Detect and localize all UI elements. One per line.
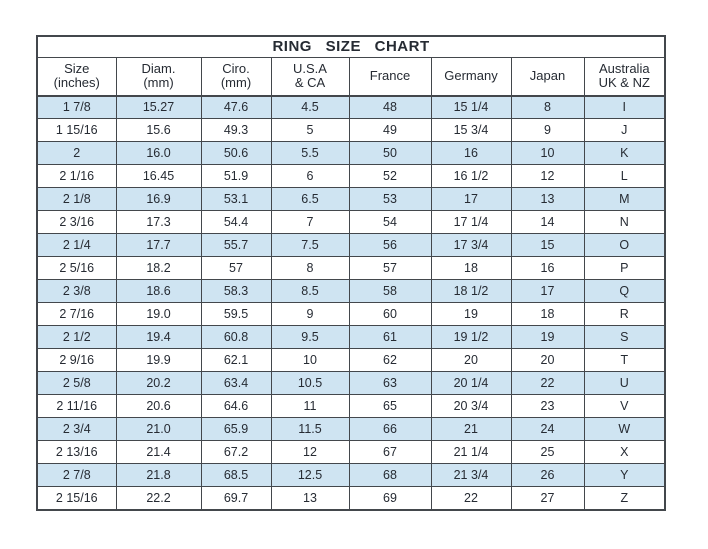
- table-row: [37, 487, 665, 510]
- table-cell: Z: [584, 487, 665, 510]
- table-cell: 21 3/4: [431, 464, 511, 487]
- table-cell: 4.5: [271, 96, 349, 119]
- table-row: [37, 165, 665, 188]
- table-cell: 21.4: [116, 441, 201, 464]
- table-cell: P: [584, 257, 665, 280]
- table-cell: 8: [511, 96, 584, 119]
- table-cell: 14: [511, 211, 584, 234]
- table-cell: 26: [511, 464, 584, 487]
- table-cell: 57: [349, 257, 431, 280]
- table-cell: 6.5: [271, 188, 349, 211]
- table-cell: 16: [431, 142, 511, 165]
- table-cell: 2 3/16: [37, 211, 116, 234]
- table-cell: 2 5/16: [37, 257, 116, 280]
- table-cell: 15 3/4: [431, 119, 511, 142]
- table-cell: 17.3: [116, 211, 201, 234]
- table-cell: 11: [271, 395, 349, 418]
- ring-size-chart: [36, 35, 664, 511]
- table-cell: 2 15/16: [37, 487, 116, 510]
- table-header-row: [37, 58, 665, 96]
- table-cell: 5: [271, 119, 349, 142]
- table-cell: 15 1/4: [431, 96, 511, 119]
- table-cell: 50: [349, 142, 431, 165]
- table-cell: 23: [511, 395, 584, 418]
- table-cell: V: [584, 395, 665, 418]
- table-cell: 19 1/2: [431, 326, 511, 349]
- table-cell: 18 1/2: [431, 280, 511, 303]
- table-cell: 20 3/4: [431, 395, 511, 418]
- table-cell: 48: [349, 96, 431, 119]
- table-cell: 24: [511, 418, 584, 441]
- table-cell: 19.9: [116, 349, 201, 372]
- table-cell: 8: [271, 257, 349, 280]
- table-cell: 57: [201, 257, 271, 280]
- table-cell: 2 1/4: [37, 234, 116, 257]
- table-cell: 62.1: [201, 349, 271, 372]
- table-cell: 17.7: [116, 234, 201, 257]
- table-cell: 20: [431, 349, 511, 372]
- table-cell: 68: [349, 464, 431, 487]
- table-cell: 12: [271, 441, 349, 464]
- table-cell: R: [584, 303, 665, 326]
- table-cell: 13: [511, 188, 584, 211]
- table-cell: 10.5: [271, 372, 349, 395]
- table-cell: 19: [431, 303, 511, 326]
- table-cell: 10: [271, 349, 349, 372]
- column-header-france: France: [349, 58, 431, 96]
- table-cell: 18: [431, 257, 511, 280]
- table-cell: 13: [271, 487, 349, 510]
- table-cell: 15.27: [116, 96, 201, 119]
- table-cell: 15: [511, 234, 584, 257]
- table-cell: 22.2: [116, 487, 201, 510]
- table-cell: 7: [271, 211, 349, 234]
- table-cell: 20 1/4: [431, 372, 511, 395]
- table-cell: 53: [349, 188, 431, 211]
- table-row: [37, 280, 665, 303]
- table-cell: 67.2: [201, 441, 271, 464]
- table-cell: 21.0: [116, 418, 201, 441]
- table-cell: 16.0: [116, 142, 201, 165]
- table-cell: 1 7/8: [37, 96, 116, 119]
- table-cell: 65: [349, 395, 431, 418]
- table-cell: 12.5: [271, 464, 349, 487]
- table-cell: 2 7/8: [37, 464, 116, 487]
- column-header-size: Size (inches): [37, 58, 116, 96]
- table-cell: 16.9: [116, 188, 201, 211]
- table-cell: 2 1/2: [37, 326, 116, 349]
- table-cell: 2 7/16: [37, 303, 116, 326]
- table-cell: 51.9: [201, 165, 271, 188]
- column-header-australia: Australia UK & NZ: [584, 58, 665, 96]
- table-title: RING SIZE CHART: [37, 36, 665, 58]
- table-row: [37, 211, 665, 234]
- table-cell: 17: [511, 280, 584, 303]
- table-cell: N: [584, 211, 665, 234]
- table-cell: Y: [584, 464, 665, 487]
- table-cell: 16.45: [116, 165, 201, 188]
- table-cell: 9: [511, 119, 584, 142]
- table-cell: 67: [349, 441, 431, 464]
- table-cell: 64.6: [201, 395, 271, 418]
- table-cell: 69: [349, 487, 431, 510]
- ring-size-table: [36, 35, 666, 511]
- table-cell: 54.4: [201, 211, 271, 234]
- table-row: [37, 234, 665, 257]
- table-cell: 65.9: [201, 418, 271, 441]
- table-cell: 10: [511, 142, 584, 165]
- table-row: [37, 372, 665, 395]
- table-cell: K: [584, 142, 665, 165]
- table-cell: 8.5: [271, 280, 349, 303]
- table-cell: 18: [511, 303, 584, 326]
- table-cell: 18.6: [116, 280, 201, 303]
- table-cell: 58.3: [201, 280, 271, 303]
- table-cell: 17: [431, 188, 511, 211]
- table-cell: S: [584, 326, 665, 349]
- table-cell: 53.1: [201, 188, 271, 211]
- table-cell: 19.4: [116, 326, 201, 349]
- column-header-ciro: Ciro. (mm): [201, 58, 271, 96]
- table-cell: 54: [349, 211, 431, 234]
- table-cell: 58: [349, 280, 431, 303]
- table-cell: Q: [584, 280, 665, 303]
- table-row: [37, 326, 665, 349]
- table-cell: 20.2: [116, 372, 201, 395]
- table-cell: 2: [37, 142, 116, 165]
- table-cell: 21.8: [116, 464, 201, 487]
- table-cell: 2 3/8: [37, 280, 116, 303]
- table-cell: J: [584, 119, 665, 142]
- table-cell: 60.8: [201, 326, 271, 349]
- table-title-row: [37, 36, 665, 58]
- table-cell: 56: [349, 234, 431, 257]
- table-cell: 1 15/16: [37, 119, 116, 142]
- table-cell: 68.5: [201, 464, 271, 487]
- table-cell: I: [584, 96, 665, 119]
- table-cell: 59.5: [201, 303, 271, 326]
- table-cell: O: [584, 234, 665, 257]
- table-cell: 52: [349, 165, 431, 188]
- table-cell: 17 1/4: [431, 211, 511, 234]
- table-row: [37, 441, 665, 464]
- table-cell: 16 1/2: [431, 165, 511, 188]
- column-header-diam: Diam. (mm): [116, 58, 201, 96]
- table-cell: 63.4: [201, 372, 271, 395]
- table-cell: 21 1/4: [431, 441, 511, 464]
- table-cell: 62: [349, 349, 431, 372]
- table-cell: 19.0: [116, 303, 201, 326]
- table-cell: X: [584, 441, 665, 464]
- table-cell: 49.3: [201, 119, 271, 142]
- table-body: [37, 96, 665, 510]
- table-cell: 22: [511, 372, 584, 395]
- table-row: [37, 142, 665, 165]
- table-cell: 49: [349, 119, 431, 142]
- table-row: [37, 96, 665, 119]
- table-cell: 11.5: [271, 418, 349, 441]
- column-header-u-s-a: U.S.A & CA: [271, 58, 349, 96]
- table-row: [37, 349, 665, 372]
- table-cell: 12: [511, 165, 584, 188]
- table-cell: 9: [271, 303, 349, 326]
- table-row: [37, 418, 665, 441]
- table-cell: 60: [349, 303, 431, 326]
- table-row: [37, 119, 665, 142]
- table-row: [37, 257, 665, 280]
- column-header-germany: Germany: [431, 58, 511, 96]
- table-cell: 19: [511, 326, 584, 349]
- table-cell: 5.5: [271, 142, 349, 165]
- table-cell: 50.6: [201, 142, 271, 165]
- table-cell: 2 1/8: [37, 188, 116, 211]
- column-header-japan: Japan: [511, 58, 584, 96]
- table-cell: T: [584, 349, 665, 372]
- table-cell: 27: [511, 487, 584, 510]
- table-cell: 2 13/16: [37, 441, 116, 464]
- table-cell: 22: [431, 487, 511, 510]
- table-cell: 2 11/16: [37, 395, 116, 418]
- table-cell: 2 1/16: [37, 165, 116, 188]
- table-cell: 15.6: [116, 119, 201, 142]
- table-cell: 63: [349, 372, 431, 395]
- table-cell: 20.6: [116, 395, 201, 418]
- table-cell: M: [584, 188, 665, 211]
- table-cell: 47.6: [201, 96, 271, 119]
- table-cell: 55.7: [201, 234, 271, 257]
- table-cell: W: [584, 418, 665, 441]
- table-cell: 17 3/4: [431, 234, 511, 257]
- table-cell: 21: [431, 418, 511, 441]
- table-cell: 6: [271, 165, 349, 188]
- table-head: [37, 36, 665, 96]
- table-cell: 69.7: [201, 487, 271, 510]
- table-cell: 18.2: [116, 257, 201, 280]
- table-cell: 20: [511, 349, 584, 372]
- table-cell: 66: [349, 418, 431, 441]
- table-cell: 16: [511, 257, 584, 280]
- table-row: [37, 464, 665, 487]
- table-cell: 7.5: [271, 234, 349, 257]
- table-cell: 61: [349, 326, 431, 349]
- table-row: [37, 303, 665, 326]
- table-row: [37, 395, 665, 418]
- table-cell: U: [584, 372, 665, 395]
- table-cell: 9.5: [271, 326, 349, 349]
- table-row: [37, 188, 665, 211]
- table-cell: L: [584, 165, 665, 188]
- table-cell: 2 5/8: [37, 372, 116, 395]
- table-cell: 2 9/16: [37, 349, 116, 372]
- table-cell: 25: [511, 441, 584, 464]
- table-cell: 2 3/4: [37, 418, 116, 441]
